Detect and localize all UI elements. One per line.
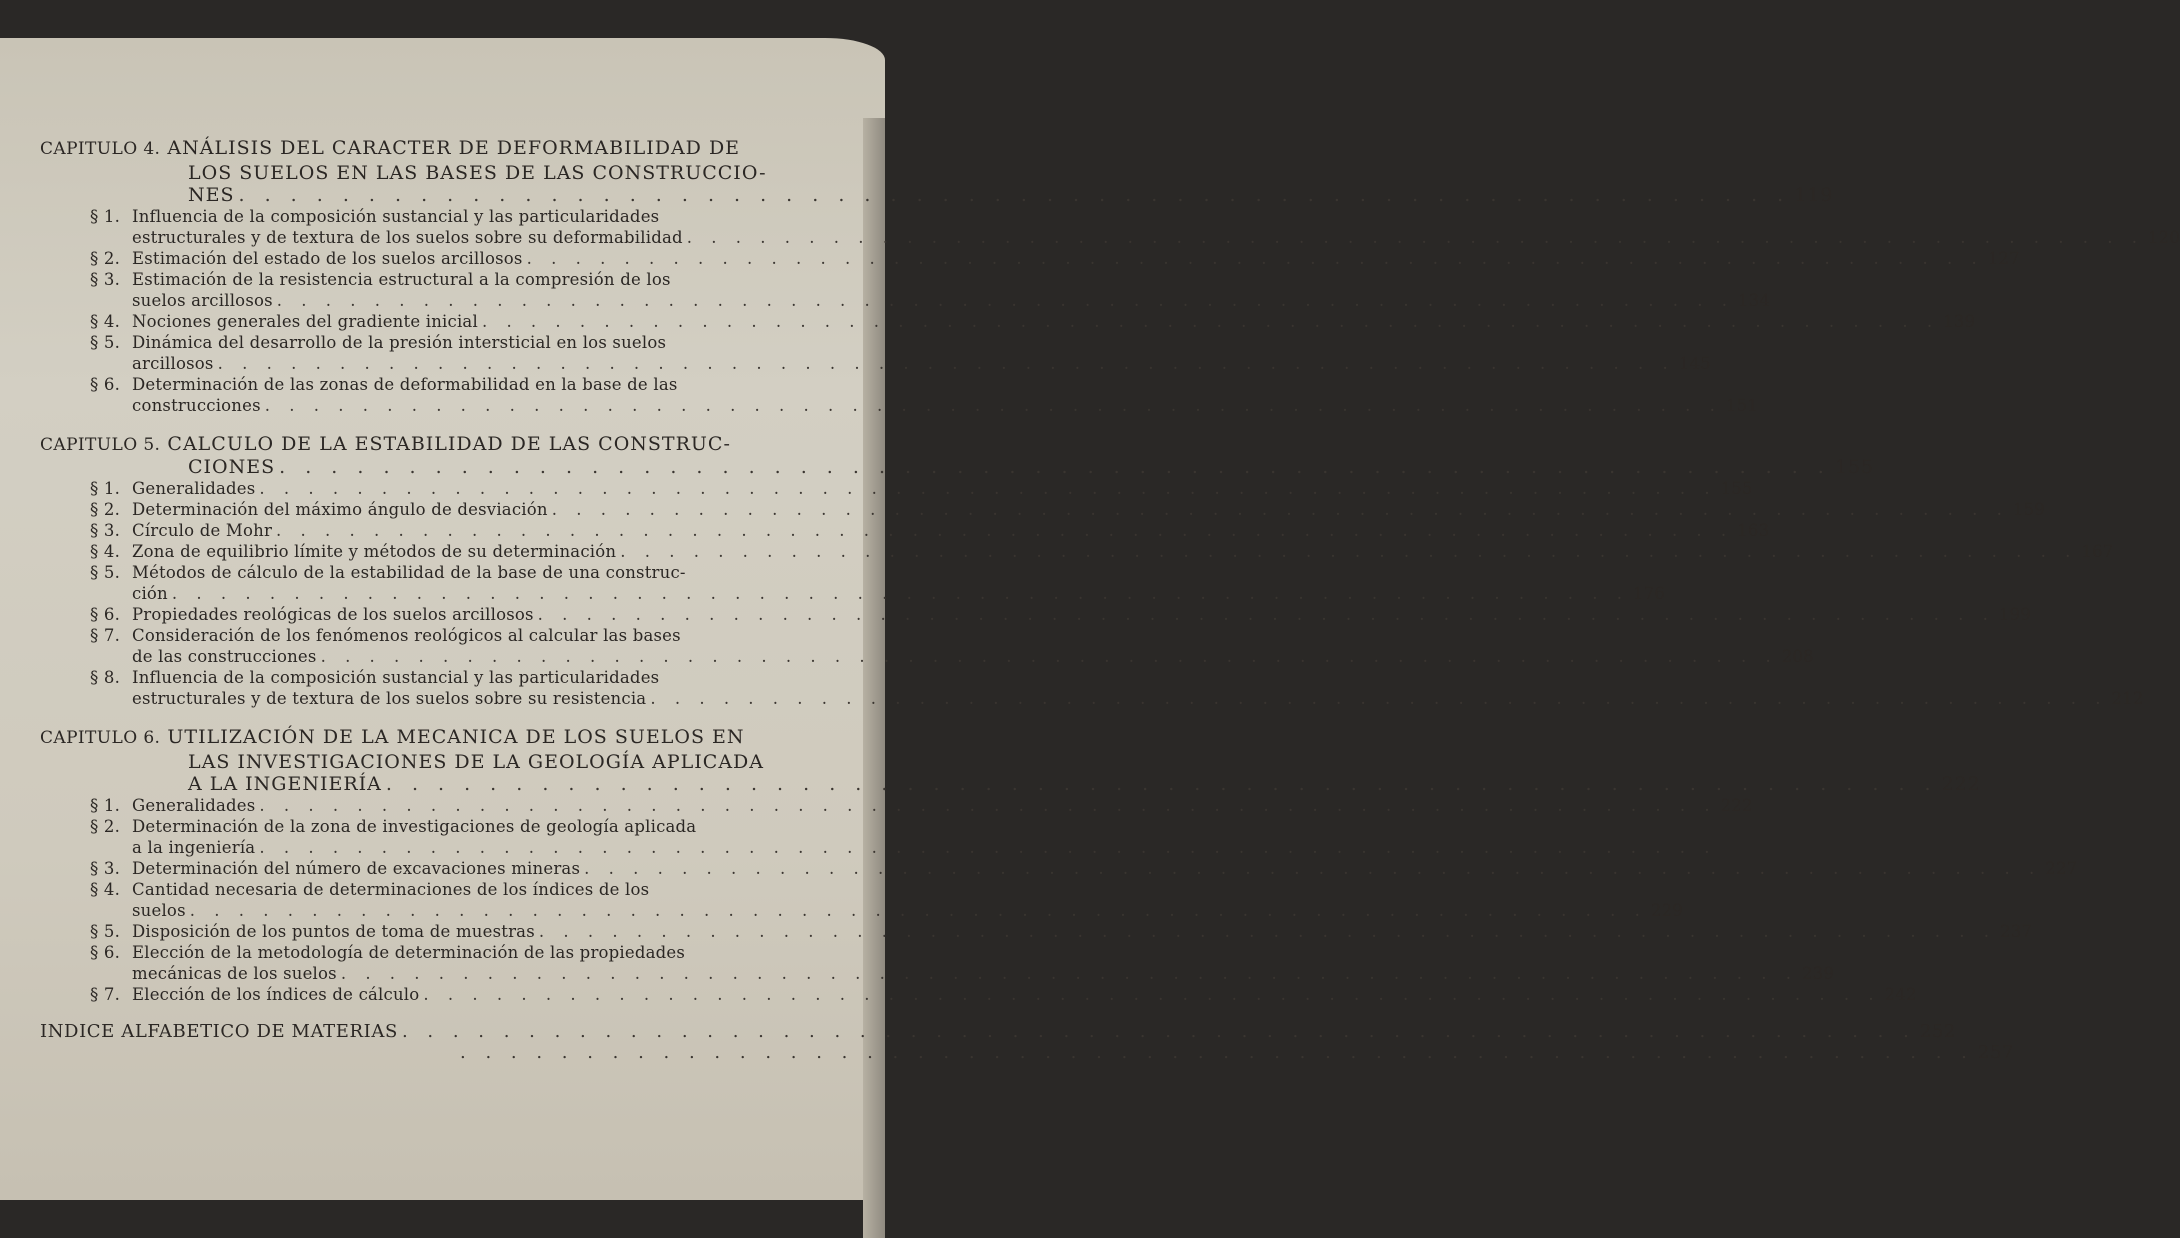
chapter-title-end-text: CIONES (188, 456, 276, 478)
section-symbol: § 6. (90, 605, 121, 624)
toc-section-entry (40, 499, 2045, 520)
section-title-end-page: 237 (2000, 922, 2033, 941)
chapter-title-text: CALCULO DE LA ESTABILIDAD DE LAS CONSTRUC- (167, 433, 731, 455)
chapter-label: CAPITULO 5. (40, 435, 161, 455)
chapter-5 (40, 432, 2144, 709)
section-title-end-page: 208 (1781, 647, 1814, 666)
section-title-line: Métodos de cálculo de la estabilidad de la base de una construc- (132, 563, 686, 582)
section-title-end-text: Nociones generales del gradiente inicial (132, 312, 478, 331)
dot-leader: . . . . . . . . . . . . . . . . . . . . . . . . . . . . . . . . . . . . . . . . . . . . . . . . . . . . . . . . . . . . (238, 184, 1791, 206)
index-line-2-page: 257 (1977, 1042, 2015, 1063)
dot-leader: . . . . . . . . . . . . . . . . . . . . . . . . . . . . . . . . . . . . . . . . . . . . . . . . . . . . . . . . . . . . (526, 249, 1984, 268)
toc-section-entry (40, 332, 1711, 374)
section-symbol: § 5. (90, 563, 121, 582)
section-symbol: § 1. (90, 479, 121, 498)
section-title-end (132, 688, 2144, 709)
section-title-end-page: 239 (1801, 964, 1835, 983)
toc-section-entry (40, 562, 1666, 604)
section-title-end-text: estructurales y de textura de los suelos sobre su resistencia (132, 689, 647, 708)
section-title-end (132, 311, 1976, 332)
section-title-line: Dinámica del desarrollo de la presión intersticial en los suelos (132, 333, 667, 352)
chapter-title-end (40, 456, 1875, 478)
dot-leader: . . . . . . . . . . . . . . . . . . . . . . . . . . . . . . . . . . . . . . . . . . . . . . . . . . . . . . . . . . . . (259, 838, 1717, 857)
dot-leader: . . . . . . . . . . . . . . . . . . . . . . . . . . . . . . . . . . . . . . . . . . . . . . . . . . . . . . . . . . . . (340, 964, 1798, 983)
section-title-end-text: mecánicas de los suelos (132, 964, 337, 983)
dot-leader: . . . . . . . . . . . . . . . . . . . . . . . . . . . . . . . . . . . . . . . . . . . . . . . . . . . . . . . . . . . . (538, 922, 1997, 941)
section-title-end-page: 176 (1633, 584, 1666, 603)
toc-section-entry (40, 248, 2020, 269)
section-title-end (132, 921, 2033, 942)
section-title-line: Determinación de la zona de investigaciones de geología aplicada (132, 817, 697, 836)
dot-leader: . . . . . . . . . . . . . . . . . . . . . . . . . . . . . . . . . . . . . . . . . . . . . . . . . . . . . . . . . . . . (171, 584, 1630, 603)
section-title-line: Influencia de la composición sustancial y las particularidades (132, 207, 660, 226)
toc-section-entry (40, 478, 1753, 499)
toc-section-entry (40, 269, 1771, 311)
section-title-end (132, 963, 1835, 984)
chapter-title-line (40, 725, 855, 750)
toc-section-entry (40, 604, 2031, 625)
section-symbol: § 7. (90, 985, 121, 1004)
section-symbol: § 3. (90, 521, 121, 540)
section-title-end-page: 229 (1650, 901, 1683, 920)
dot-leader: . . . . . . . . . . . . . . . . . . . . . . . . . . . . . . . . . . . . . . . . . . . . . . . . . . . . . . . . . . . . (259, 479, 1717, 498)
dot-leader: . . . . . . . . . . . . . . . . . . . . . . . . . . . . . . . . . . . . . . . . . . . . . . . . . . . . . . . . . . . . (686, 228, 2144, 247)
section-title-end-page: 222 (1720, 796, 1753, 815)
section-title-end (132, 227, 2180, 248)
chapter-title-end-page: 222 (1941, 773, 1981, 795)
chapter-4 (40, 136, 2180, 416)
section-symbol: § 8. (90, 668, 121, 687)
section-symbol: § 1. (90, 207, 121, 226)
section-title-end-page: 163 (1737, 521, 1770, 540)
index-line-1-page: 252 (1919, 1021, 1956, 1042)
book-spine (863, 118, 885, 1238)
section-title-end-text: Generalidades (132, 479, 256, 498)
dot-leader: . . . . . . . . . . . . . . . . . . . . . . . . . . . . . . . . . . . . . . . . . . . . . . . . . . . . . . . . . . . . (423, 985, 1881, 1004)
dot-leader: . . . . . . . . . . . . . . . . . . . . . . . . . . . . . . . . . . . . . . . . . . . . . . . . . . . . . . . . . . . . (584, 859, 2042, 878)
section-title-line: Cantidad necesaria de determinaciones de los índices de los (132, 880, 650, 899)
toc-section-entry (40, 625, 1814, 667)
dot-leader: . . . . . . . . . . . . . . . . . . . . . . . . . . . . . . . . . . . . . . . . . . . . . . . . . . . . . . . . . . . . (551, 500, 2009, 519)
chapter-title-line (40, 136, 855, 161)
section-symbol: § 2. (90, 500, 121, 519)
chapter-title (40, 725, 855, 774)
section-title-end-page: 139 (1943, 312, 1976, 331)
section-symbol: § 3. (90, 859, 121, 878)
section-title-end-text: Propiedades reológicas de los suelos arcillosos (132, 605, 534, 624)
section-title-end-text: suelos (132, 901, 186, 920)
index-line-2 (40, 1042, 2015, 1063)
chapter-title-end (40, 773, 1981, 795)
section-title-end-text: Determinación del número de excavaciones mineras (132, 859, 581, 878)
section-title-end-page: 145 (1678, 354, 1711, 373)
section-title-end (132, 290, 1771, 311)
toc-section-entry (40, 520, 1770, 541)
section-title-end (132, 900, 1683, 921)
chapter-title-end-page: 155 (1834, 456, 1875, 478)
section-title-end (132, 541, 2114, 562)
toc-section-entry (40, 984, 1917, 1005)
chapter-title-text: ANÁLISIS DEL CARACTER DE DEFORMABILIDAD DE (167, 137, 741, 159)
section-symbol: § 5. (90, 333, 121, 352)
section-title-end-text: suelos arcillosos (132, 291, 273, 310)
dot-leader: . . . . . . . . . . . . . . . . . . . . . . . . . . . . . . . . . . . . . . . . . . . . . . . . . . . . . . . . . . . . (620, 542, 2078, 561)
chapter-title-text: LAS INVESTIGACIONES DE LA GEOLOGÍA APLICADA (188, 751, 765, 773)
index-line-1 (40, 1021, 1956, 1042)
dot-leader: . . . . . . . . . . . . . . . . . . . . . . . . . . . . . . . . . . . . . . . . . . . . . . . . . . . . . . . . . . . . (259, 796, 1717, 815)
section-title-end (132, 837, 1717, 858)
section-title-end-page: 155 (1720, 479, 1753, 498)
toc-section-entry (40, 858, 2078, 879)
toc-section-entry (40, 541, 2114, 562)
dot-leader: . . . . . . . . . . . . . . . . . . . . . . . . . . . . . . . . . . . . . . . . . . . . . . . . . . . . . . . . . . . . (537, 605, 1995, 624)
chapter-title-end-page: 119 (1794, 184, 1834, 206)
dot-leader: . . . . . . . . . . . . . . . . . . . . . . . . . . . . . . . . . . . . . . . . . . . . . . . . . . . . . . . . . . . . (385, 773, 1938, 795)
section-title-line: Determinación de las zonas de deformabilidad en la base de las (132, 375, 678, 394)
section-title-end-text: estructurales y de textura de los suelos sobre su deformabilidad (132, 228, 683, 247)
chapter-title-end (40, 184, 1834, 206)
chapter-title-line (40, 432, 855, 457)
toc-section-entry (40, 374, 1758, 416)
section-title-end-page: 199 (1998, 605, 2031, 624)
section-title-end (132, 520, 1770, 541)
dot-leader: . . . . . . . . . . . . . . . . . . . . . . . . . . . . . . . . . . . . . . . . . . . . . . . . . . . . . . . . . . . . (650, 689, 2108, 708)
section-title-end (132, 395, 1758, 416)
section-symbol: § 4. (90, 880, 121, 899)
section-symbol: § 3. (90, 270, 121, 289)
section-title-end (132, 646, 1814, 667)
chapter-title (40, 136, 855, 185)
section-title-end (132, 604, 2031, 625)
section-title-end (132, 858, 2078, 879)
toc-section-entry (40, 942, 1835, 984)
section-title-end-page: 134 (1737, 291, 1771, 310)
chapter-title-text: UTILIZACIÓN DE LA MECANICA DE LOS SUELOS EN (167, 726, 745, 748)
section-title-end (132, 478, 1753, 499)
dot-leader: . . . . . . . . . . . . . . . . . . . . . . . . . . . . . . . . . . . . . . . . . . . . . . . . . . . . . . . . . . . . (217, 354, 1675, 373)
section-title-end-page: 151 (1725, 396, 1758, 415)
section-title-end-text: Círculo de Mohr (132, 521, 273, 540)
chapter-title-text: LOS SUELOS EN LAS BASES DE LAS CONSTRUCCIO- (188, 162, 767, 184)
section-symbol: § 6. (90, 943, 121, 962)
section-title-end-text: construcciones (132, 396, 261, 415)
section-title-line: Influencia de la composición sustancial y las particularidades (132, 668, 660, 687)
section-title-end-page: 212 (2111, 689, 2144, 708)
toc-section-entry (40, 206, 2180, 248)
dot-leader: . . . . . . . . . . . . . . . . . . . . . . . . . . . . . . . . . . . . . . . . . . . . . . . . . . . . . . . . . . . . (279, 456, 1831, 478)
alphabetical-index-entry (40, 1021, 2015, 1063)
section-symbol: § 6. (90, 375, 121, 394)
toc-section-entry (40, 667, 2144, 709)
section-symbol: § 2. (90, 817, 121, 836)
section-title-line: Estimación de la resistencia estructural a la compresión de los (132, 270, 671, 289)
dot-leader: . . . . . . . . . . . . . . . . . . . . . . . . . . . . . . . . . . . . . . . . . . . . . . . . . . . . . . . . . . . . (264, 396, 1722, 415)
section-title-end-page: 242 (1884, 985, 1917, 1004)
section-title-end-page: 127 (1987, 249, 2020, 268)
section-title-end-text: a la ingeniería (132, 838, 256, 857)
section-symbol: § 4. (90, 542, 121, 561)
section-title-end (132, 353, 1711, 374)
chapter-6 (40, 725, 2078, 1005)
section-title-end (132, 499, 2045, 520)
section-title-end (132, 583, 1666, 604)
toc-section-entry (40, 795, 1753, 816)
section-title-end-page: 159 (2012, 500, 2045, 519)
section-title-end-text: Determinación del máximo ángulo de desviación (132, 500, 548, 519)
dot-leader: . . . . . . . . . . . . . . . . . . . . . . . . . . . . . . . . . . . . . . . . . . . . . . . . . . . . . . . . . . . . (320, 647, 1778, 666)
toc-section-entry (40, 921, 2033, 942)
section-symbol: § 7. (90, 626, 121, 645)
toc-section-entry (40, 879, 1683, 921)
section-title-end-text: Generalidades (132, 796, 256, 815)
section-title-end-page: 167 (2081, 542, 2114, 561)
section-title-end-text: Estimación del estado de los suelos arcillosos (132, 249, 523, 268)
section-title-end-text: Zona de equilibrio límite y métodos de su determinación (132, 542, 617, 561)
section-title-end-text: arcillosos (132, 354, 214, 373)
section-symbol: § 5. (90, 922, 121, 941)
section-title-end (132, 248, 2020, 269)
section-title-end-text: Elección de los índices de cálculo (132, 985, 420, 1004)
section-title-line: Elección de la metodología de determinación de las propiedades (132, 943, 686, 962)
chapter-title-end-text: A LA INGENIERÍA (188, 773, 382, 795)
chapter-title-end-text: NES (188, 184, 235, 206)
chapter-label: CAPITULO 6. (40, 728, 161, 748)
index-line-1-text: INDICE ALFABETICO DE MATERIAS (40, 1021, 398, 1042)
chapter-label: CAPITULO 4. (40, 139, 161, 159)
dot-leader: . . . . . . . . . . . . . . . . . . . . . . . . . . . . . . . . . . . . . . . . . . . . . . . . . . . . . . . . . . . . (276, 291, 1734, 310)
section-title-line: Consideración de los fenómenos reológicos al calcular las bases (132, 626, 681, 645)
section-title-end (132, 984, 1917, 1005)
dot-leader: . . . . . . . . . . . . . . . . . . . . . . . . . . . . . . . . . . . . . . . . . . . . . . . . . . . . . . . . . . . . (401, 1021, 1916, 1042)
dot-leader: . . . . . . . . . . . . . . . . . . . . . . . . . . . . . . . . . . . . . . . . . . . . . . . . . . . . . . . . . . . . (460, 1042, 1974, 1063)
section-title-end-text: Disposición de los puntos de toma de muestras (132, 922, 535, 941)
section-title-end-text: ción (132, 584, 168, 603)
book-page (0, 38, 2180, 1200)
chapter-title (40, 432, 855, 457)
section-title-end (132, 795, 1753, 816)
dot-leader: . . . . . . . . . . . . . . . . . . . . . . . . . . . . . . . . . . . . . . . . . . . . . . . . . . . . . . . . . . . . (276, 521, 1734, 540)
section-symbol: § 4. (90, 312, 121, 331)
section-title-end-text: de las construcciones (132, 647, 317, 666)
toc-section-entry (40, 816, 1717, 858)
dot-leader: . . . . . . . . . . . . . . . . . . . . . . . . . . . . . . . . . . . . . . . . . . . . . . . . . . . . . . . . . . . . (481, 312, 1940, 331)
section-title-end-page: 227 (2045, 859, 2078, 878)
dot-leader: . . . . . . . . . . . . . . . . . . . . . . . . . . . . . . . . . . . . . . . . . . . . . . . . . . . . . . . . . . . . (189, 901, 1647, 920)
section-title-end-page: 120 (2147, 228, 2180, 247)
section-symbol: § 2. (90, 249, 121, 268)
section-symbol: § 1. (90, 796, 121, 815)
table-of-contents (40, 136, 2180, 1063)
toc-section-entry (40, 311, 1976, 332)
